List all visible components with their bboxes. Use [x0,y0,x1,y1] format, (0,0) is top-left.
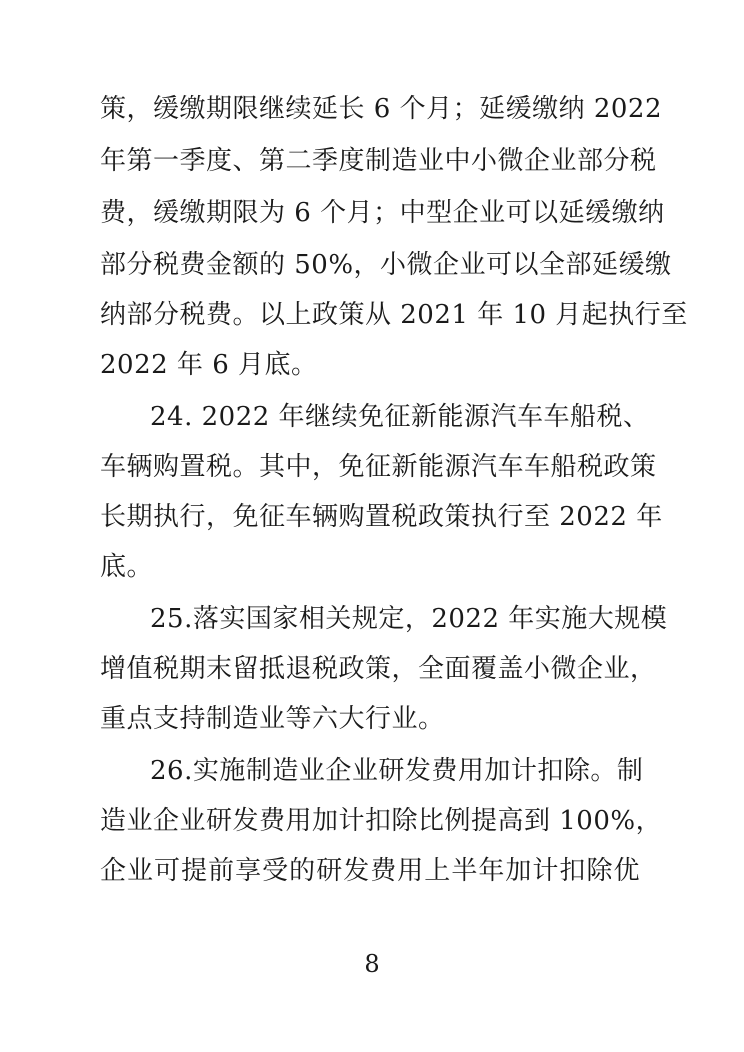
text-line: 企业可提前享受的研发费用上半年加计扣除优 [100,856,640,886]
text-line: 底。 [100,552,154,582]
text-line: 车辆购置税。其中，免征新能源汽车车船税政策 [100,452,657,482]
text-line: 费，缓缴期限为 6 个月；中型企业可以延缓缴纳 [100,198,665,228]
text-line: 长期执行，免征车辆购置税政策执行至 2022 年 [100,502,663,532]
text-line: 增值税期末留抵退税政策，全面覆盖小微企业， [100,654,657,684]
text-line: 造业企业研发费用加计扣除比例提高到 100%， [100,806,663,836]
text-line: 年第一季度、第二季度制造业中小微企业部分税 [100,146,657,176]
text-line: 25.落实国家相关规定，2022 年实施大规模 [150,604,668,634]
text-line: 部分税费金额的 50%，小微企业可以全部延缓缴 [100,250,672,280]
text-line: 26.实施制造业企业研发费用加计扣除。制 [150,756,644,786]
text-line: 重点支持制造业等六大行业。 [100,704,445,734]
text-line: 2022 年 6 月底。 [100,350,318,380]
text-line: 策，缓缴期限继续延长 6 个月；延缓缴纳 2022 [100,94,663,124]
text-line: 纳部分税费。以上政策从 2021 年 10 月起执行至 [100,300,688,330]
text-line: 24. 2022 年继续免征新能源汽车车船税、 [150,402,650,432]
page-number: 8 [364,950,380,978]
